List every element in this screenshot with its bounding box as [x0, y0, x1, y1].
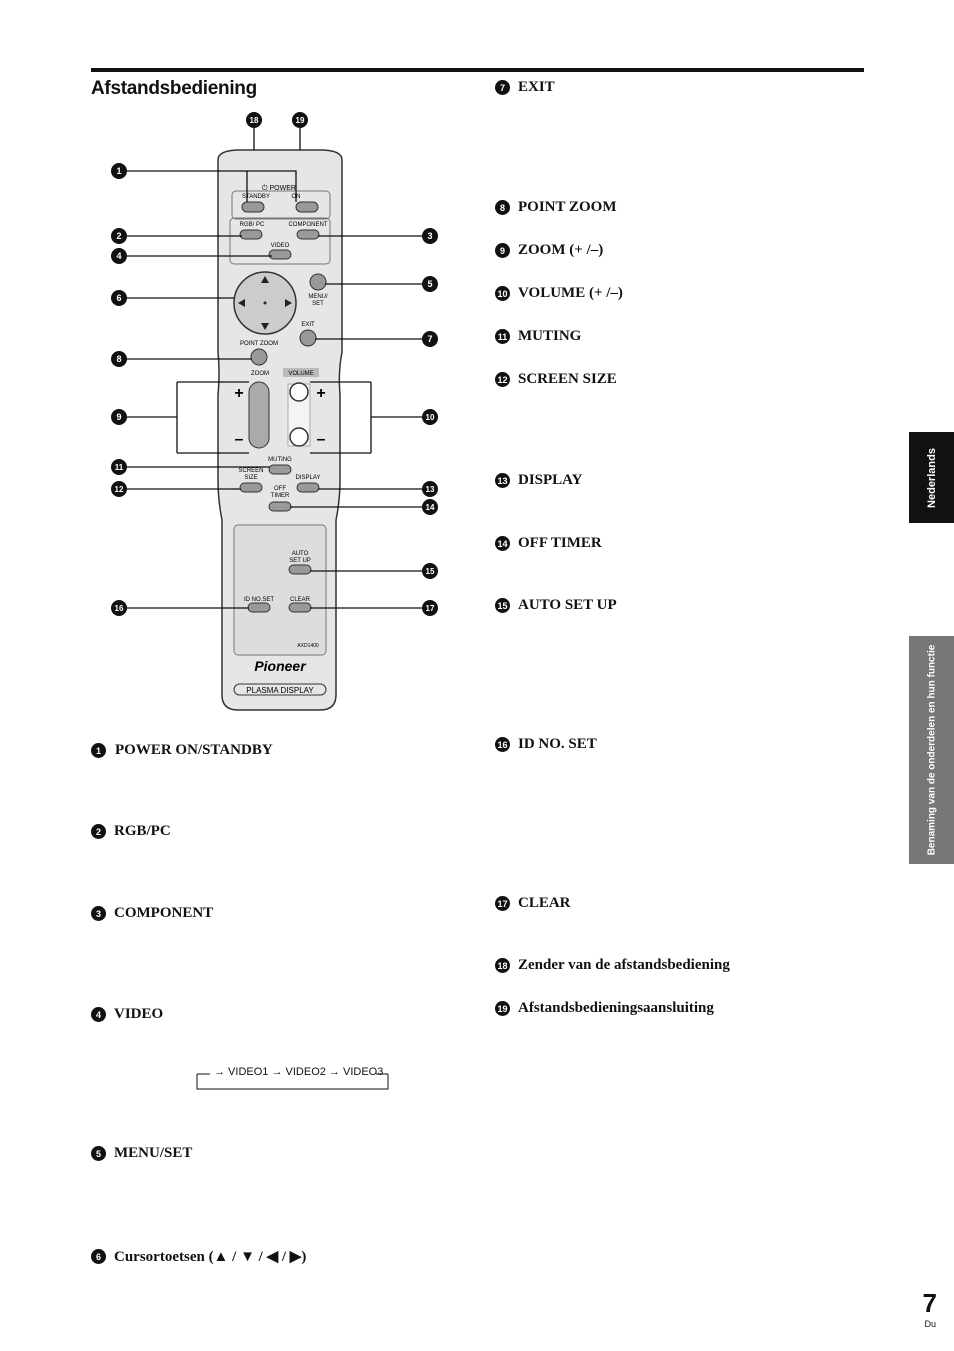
svg-text:3: 3 — [427, 231, 433, 241]
video-button[interactable] — [269, 250, 291, 259]
point-zoom-button[interactable] — [251, 349, 267, 365]
display-button[interactable] — [297, 483, 319, 492]
svg-text:16: 16 — [114, 604, 124, 613]
svg-text:MUTING: MUTING — [268, 457, 292, 463]
item-display: 13 DISPLAY — [495, 472, 582, 489]
pioneer-logo: Pioneer — [254, 658, 306, 674]
svg-text:SET: SET — [312, 301, 324, 307]
svg-text:DISPLAY: DISPLAY — [295, 475, 321, 481]
svg-text:EXIT: EXIT — [301, 322, 315, 328]
off-timer-button[interactable] — [269, 502, 291, 511]
screen-size-button[interactable] — [240, 483, 262, 492]
svg-text:1: 1 — [116, 166, 122, 176]
item-rgb-pc: 2 RGB/PC — [91, 823, 171, 840]
svg-text:15: 15 — [425, 567, 435, 576]
svg-text:SCREEN: SCREEN — [238, 468, 264, 474]
svg-text:MENU/: MENU/ — [308, 294, 328, 300]
item-screen-size: 12 SCREEN SIZE — [495, 371, 617, 388]
item-clear: 17 CLEAR — [495, 895, 571, 912]
svg-text:7: 7 — [427, 334, 433, 344]
svg-text:5: 5 — [427, 279, 433, 289]
item-off-timer: 14 OFF TIMER — [495, 535, 602, 552]
svg-text:TIMER: TIMER — [270, 493, 290, 499]
item-power: 1 POWER ON/STANDBY — [91, 742, 273, 759]
muting-button[interactable] — [269, 465, 291, 474]
svg-text:6: 6 — [116, 293, 122, 303]
svg-text:COMPONENT: COMPONENT — [288, 222, 328, 228]
zoom-rocker[interactable] — [249, 382, 269, 448]
item-remote-jack: 19 Afstandsbedieningsaansluiting — [495, 1000, 714, 1017]
language-tab: Nederlands — [909, 432, 954, 523]
svg-text:VIDEO: VIDEO — [270, 243, 290, 249]
svg-text:AXD1400: AXD1400 — [297, 643, 319, 649]
item-video: 4 VIDEO — [91, 1006, 163, 1023]
svg-text:2: 2 — [116, 231, 122, 241]
section-tab: Benaming van de onderdelen en hun functie — [909, 636, 954, 864]
item-zoom: 9 ZOOM (+ /–) — [495, 242, 603, 259]
svg-text:ID NO.SET: ID NO.SET — [243, 597, 275, 603]
page-title: Afstandsbediening — [91, 78, 257, 99]
svg-text:10: 10 — [425, 413, 435, 422]
on-button[interactable] — [296, 202, 318, 212]
svg-text:9: 9 — [116, 412, 122, 422]
item-cursor: 6 Cursortoetsen (▲ / ▼ / ◀ / ▶) — [91, 1247, 306, 1266]
svg-text:ZOOM: ZOOM — [251, 371, 269, 377]
svg-text:–: – — [316, 431, 326, 448]
item-volume: 10 VOLUME (+ /–) — [495, 285, 623, 302]
item-id-no-set: 16 ID NO. SET — [495, 736, 597, 753]
video-sequence: → VIDEO1 → VIDEO2 → VIDEO3 — [214, 1066, 384, 1078]
clear-button[interactable] — [289, 603, 311, 612]
volume-down-button[interactable] — [290, 428, 308, 446]
svg-text:4: 4 — [116, 251, 122, 261]
svg-text:SET UP: SET UP — [289, 558, 311, 564]
item-menu-set: 5 MENU/SET — [91, 1145, 192, 1162]
page-language-code: Du — [924, 1319, 936, 1329]
item-auto-setup: 15 AUTO SET UP — [495, 597, 617, 614]
svg-text:VOLUME: VOLUME — [288, 371, 314, 377]
svg-text:SIZE: SIZE — [244, 475, 258, 481]
item-muting: 11 MUTING — [495, 328, 581, 345]
svg-text:RGB/ PC: RGB/ PC — [239, 222, 265, 228]
svg-text:CLEAR: CLEAR — [289, 597, 311, 603]
volume-up-button[interactable] — [290, 383, 308, 401]
svg-text:AUTO: AUTO — [291, 551, 309, 557]
auto-setup-button[interactable] — [289, 565, 311, 574]
svg-text:OFF: OFF — [274, 486, 286, 492]
svg-text:12: 12 — [114, 485, 124, 494]
item-point-zoom: 8 POINT ZOOM — [495, 199, 616, 216]
svg-text:17: 17 — [425, 604, 435, 613]
svg-text:11: 11 — [114, 463, 124, 472]
item-transmitter: 18 Zender van de afstandsbediening — [495, 957, 730, 974]
svg-text:ON: ON — [291, 194, 301, 200]
svg-text:13: 13 — [425, 485, 435, 494]
menu-set-button[interactable] — [310, 274, 326, 290]
item-component: 3 COMPONENT — [91, 905, 213, 922]
svg-text:–: – — [234, 431, 244, 448]
svg-text:POINT ZOOM: POINT ZOOM — [240, 341, 278, 347]
svg-text:PLASMA DISPLAY: PLASMA DISPLAY — [246, 686, 314, 695]
svg-text:18: 18 — [249, 116, 259, 125]
page-number: 7 — [922, 1288, 937, 1318]
exit-button[interactable] — [300, 330, 316, 346]
item-exit: 7 EXIT — [495, 79, 555, 96]
standby-button[interactable] — [242, 202, 264, 212]
svg-text:8: 8 — [116, 354, 122, 364]
svg-text:+: + — [234, 385, 244, 402]
power-label: ⏻ POWER — [262, 185, 296, 192]
rgb-pc-button[interactable] — [240, 230, 262, 239]
id-no-set-button[interactable] — [248, 603, 270, 612]
svg-text:+: + — [316, 385, 326, 402]
component-button[interactable] — [297, 230, 319, 239]
svg-text:19: 19 — [295, 116, 305, 125]
svg-text:STANDBY: STANDBY — [242, 194, 270, 200]
svg-text:14: 14 — [425, 503, 435, 512]
